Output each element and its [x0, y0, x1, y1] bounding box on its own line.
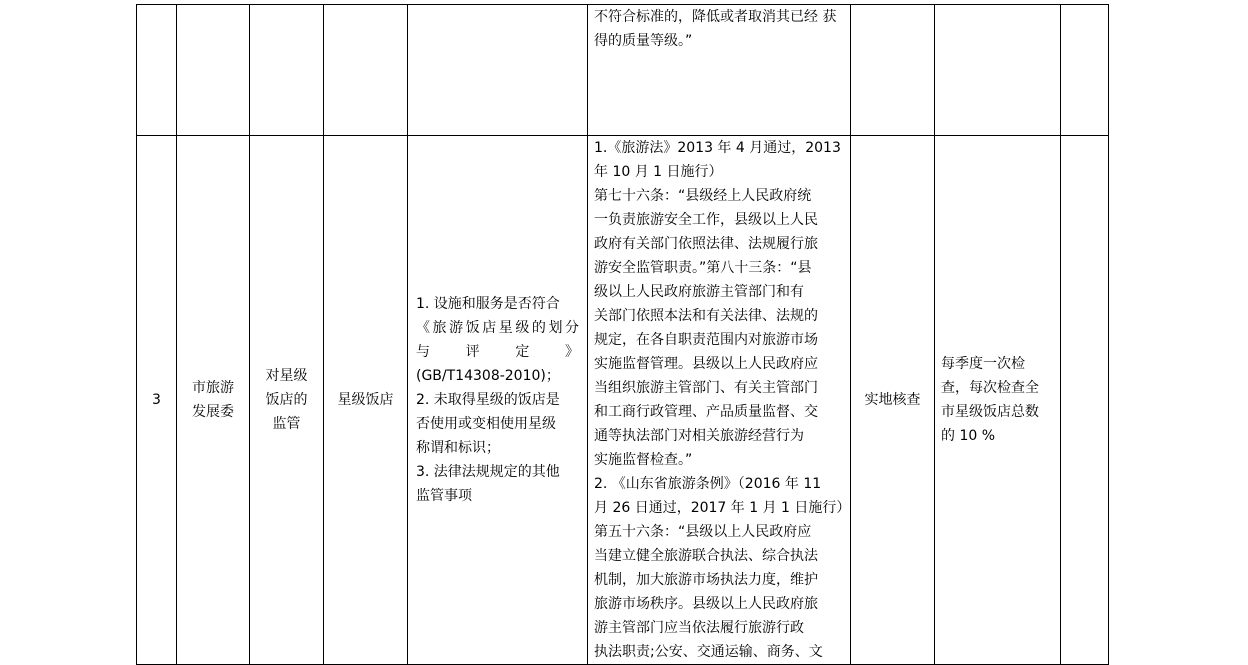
- department-line: 发展委: [192, 404, 234, 420]
- basis-line: 关部门依照本法和有关法律、法规的: [594, 308, 818, 324]
- basis-line: 游主管部门应当依法履行旅游行政: [594, 620, 804, 636]
- cell-legal-basis: [588, 136, 851, 665]
- basis-line: 实施监督检查。”: [594, 452, 693, 468]
- basis-line: 一负责旅游安全工作，县级以上人民: [594, 212, 818, 228]
- department-line: 市旅游: [192, 380, 234, 396]
- cell-frequency-previous: [935, 5, 1061, 136]
- frequency-line: 的 10 %: [941, 428, 996, 444]
- cell-no: 3: [137, 136, 177, 665]
- cell-remark: [1061, 136, 1109, 665]
- basis-line: 月 26 日通过，2017 年 1 月 1 日施行）: [594, 500, 851, 516]
- basis-line: 政府有关部门依照法律、法规履行旅: [594, 236, 818, 252]
- cell-content-previous: [408, 5, 588, 136]
- frequency-line: 查，每次检查全: [941, 380, 1039, 396]
- basis-line: 游安全监管职责。”第八十三条：“县: [594, 260, 812, 276]
- basis-line: 机制，加大旅游市场执法力度，维护: [594, 572, 818, 588]
- cell-no-previous: [137, 5, 177, 136]
- basis-line: 旅游市场秩序。县级以上人民政府旅: [594, 596, 818, 612]
- basis-tail-line: 不符合标准的，降低或者取消其已经: [594, 9, 818, 25]
- basis-line: 年 10 月 1 日施行）: [594, 164, 723, 180]
- basis-line: 规定，在各自职责范围内对旅游市场: [594, 332, 818, 348]
- frequency-line: 每季度一次检: [941, 356, 1025, 372]
- cell-department: [177, 136, 250, 665]
- basis-line: 和工商行政管理、产品质量监督、交: [594, 404, 818, 420]
- basis-line: 1.《旅游法》2013 年 4 月通过，2013: [594, 140, 841, 156]
- basis-line: 当建立健全旅游联合执法、综合执法: [594, 548, 818, 564]
- document-page: [136, 4, 1108, 660]
- content-line: 3. 法律法规规定的其他: [416, 464, 560, 480]
- content-line: 2. 未取得星级的饭店是: [416, 392, 560, 408]
- basis-line: 第五十六条：“县级以上人民政府应: [594, 524, 812, 540]
- frequency-line: 市星级饭店总数: [941, 404, 1039, 420]
- content-line: 与 评 定 》: [416, 344, 579, 360]
- cell-item: [250, 136, 324, 665]
- basis-line: 级以上人民政府旅游主管部门和有: [594, 284, 804, 300]
- cell-item-previous: [250, 5, 324, 136]
- content-line: 称谓和标识；: [416, 440, 500, 456]
- inspection-table: [136, 4, 1109, 665]
- content-line: 监管事项: [416, 488, 472, 504]
- item-line: 对星级: [265, 368, 308, 384]
- cell-basis-previous: [588, 5, 851, 136]
- item-line: 饭店的: [265, 392, 308, 408]
- cell-remark-previous: [1061, 5, 1109, 136]
- basis-line: 执法职责;公安、交通运输、商务、文: [594, 644, 823, 660]
- table-row: [137, 136, 1109, 665]
- cell-method-previous: [851, 5, 935, 136]
- content-line: 1. 设施和服务是否符合: [416, 296, 560, 312]
- cell-content: [408, 136, 588, 665]
- content-line: (GB/T14308-2010)；: [416, 368, 560, 384]
- basis-line: 2. 《山东省旅游条例》（2016 年 11: [594, 476, 822, 492]
- cell-method: 实地核查: [851, 136, 935, 665]
- table-row-previous: [137, 5, 1109, 136]
- basis-line: 当组织旅游主管部门、有关主管部门: [594, 380, 818, 396]
- content-line: 否使用或变相使用星级: [416, 416, 556, 432]
- basis-line: 第七十六条：“县级经上人民政府统: [594, 188, 812, 204]
- item-line: 监管: [272, 416, 301, 432]
- cell-object-previous: [324, 5, 408, 136]
- basis-line: 通等执法部门对相关旅游经营行为: [594, 428, 804, 444]
- basis-line: 实施监督管理。县级以上人民政府应: [594, 356, 818, 372]
- cell-object: 星级饭店: [324, 136, 408, 665]
- cell-frequency: [935, 136, 1061, 665]
- basis-tail-line: 获得的质量等级。”: [594, 9, 837, 49]
- content-line: 《旅游饭店星级的划分: [416, 320, 579, 336]
- cell-department-previous: [177, 5, 250, 136]
